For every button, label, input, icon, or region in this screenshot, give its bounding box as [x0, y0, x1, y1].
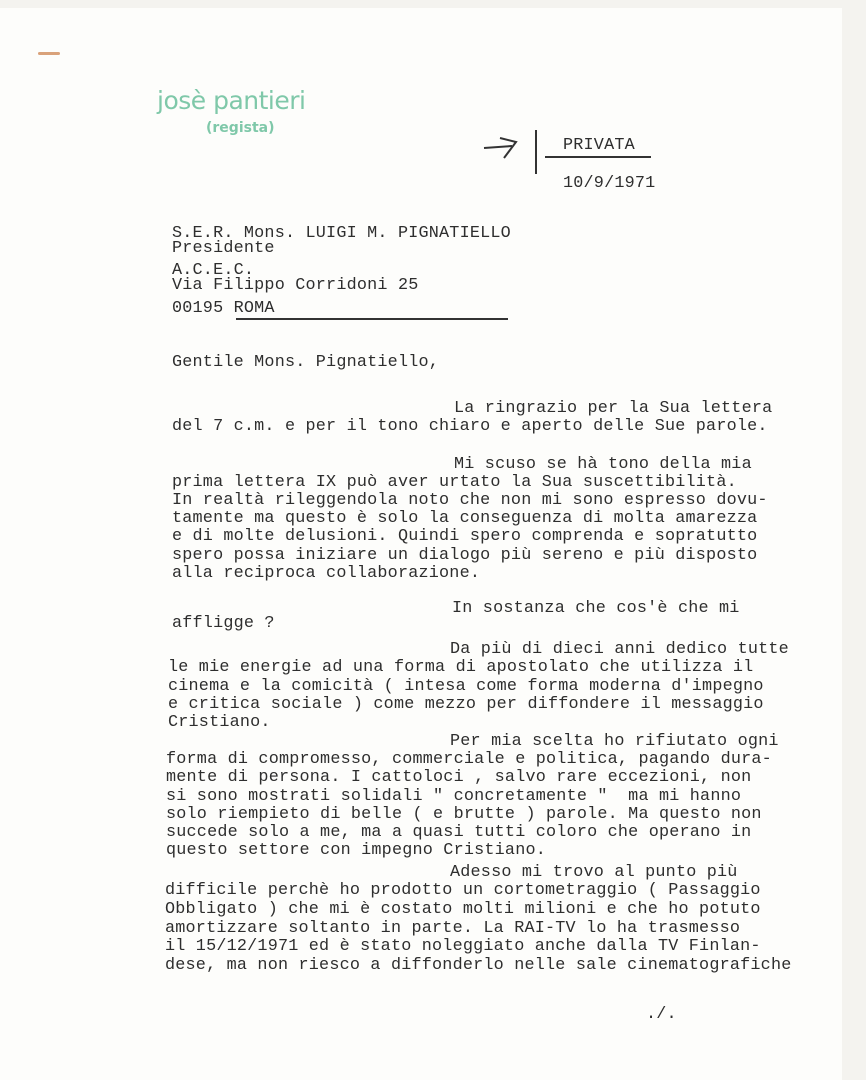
text-line: forma di compromesso, commerciale e politica, pagando dura-	[166, 750, 772, 769]
privata-marking: PRIVATA	[563, 136, 635, 155]
text-line: affligge ?	[172, 614, 275, 633]
text-line: amortizzare soltanto in parte. La RAI-TV lo ha trasmesso	[165, 919, 741, 938]
text-line: mente di persona. I cattoloci , salvo rare eccezioni, non	[166, 768, 752, 787]
recipient-line: 00195 ROMA	[172, 299, 275, 318]
recipient-line: Presidente	[172, 239, 275, 258]
recipient-line: A.C.E.C.	[172, 261, 255, 280]
text-line: prima lettera IX può aver urtato la Sua suscettibilità.	[172, 473, 737, 492]
text-line: questo settore con impegno Cristiano.	[166, 841, 547, 860]
recipient-line: S.E.R. Mons. LUIGI M. PIGNATIELLO	[172, 224, 511, 243]
text-line: solo riempieto di belle ( e brutte ) parole. Ma questo non	[166, 805, 762, 824]
text-line: succede solo a me, ma a quasi tutti coloro che operano in	[166, 823, 752, 842]
text-line: dese, ma non riesco a diffonderlo nelle sale cinematografiche	[165, 956, 792, 975]
text-line: spero possa iniziare un dialogo più sereno e più disposto	[172, 546, 758, 565]
text-line: e critica sociale ) come mezzo per diffondere il messaggio	[168, 695, 764, 714]
text-line: difficile perchè ho prodotto un cortometraggio ( Passaggio	[165, 881, 761, 900]
privata-underline	[545, 156, 651, 158]
text-line: Da più di dieci anni dedico tutte	[450, 640, 789, 659]
letter-date: 10/9/1971	[563, 174, 656, 193]
text-line: si sono mostrati solidali " concretamente " ma mi hanno	[166, 787, 742, 806]
text-line: Adesso mi trovo al punto più	[450, 863, 738, 882]
handwritten-arrow-icon	[482, 128, 542, 178]
text-line: cinema e la comicità ( intesa come forma moderna d'impegno	[168, 677, 764, 696]
text-line: Obbligato ) che mi è costato molti milioni e che ho potuto	[165, 900, 761, 919]
letterhead-name: josè pantieri	[157, 86, 306, 115]
text-line: tamente ma questo è solo la conseguenza di molta amarezza	[172, 509, 758, 528]
continuation-mark: ./.	[646, 1005, 677, 1024]
letterhead-role: (regista)	[206, 120, 275, 136]
salutation: Gentile Mons. Pignatiello,	[172, 353, 440, 372]
address-underline	[236, 318, 508, 320]
text-line: e di molte delusioni. Quindi spero comprenda e sopratutto	[172, 527, 758, 546]
text-line: il 15/12/1971 ed è stato noleggiato anche dalla TV Finlan-	[165, 937, 761, 956]
ink-mark	[38, 52, 60, 55]
text-line: alla reciproca collaborazione.	[172, 564, 481, 583]
recipient-line: Via Filippo Corridoni 25	[172, 276, 419, 295]
text-line: del 7 c.m. e per il tono chiaro e aperto delle Sue parole.	[172, 417, 768, 436]
text-line: Per mia scelta ho rifiutato ogni	[450, 732, 779, 751]
text-line: Mi scuso se hà tono della mia	[454, 455, 752, 474]
text-line: In realtà rileggendola noto che non mi sono espresso dovu-	[172, 491, 768, 510]
text-line: Cristiano.	[168, 713, 271, 732]
text-line: le mie energie ad una forma di apostolato che utilizza il	[168, 658, 754, 677]
text-line: La ringrazio per la Sua lettera	[454, 399, 773, 418]
text-line: In sostanza che cos'è che mi	[452, 599, 740, 618]
